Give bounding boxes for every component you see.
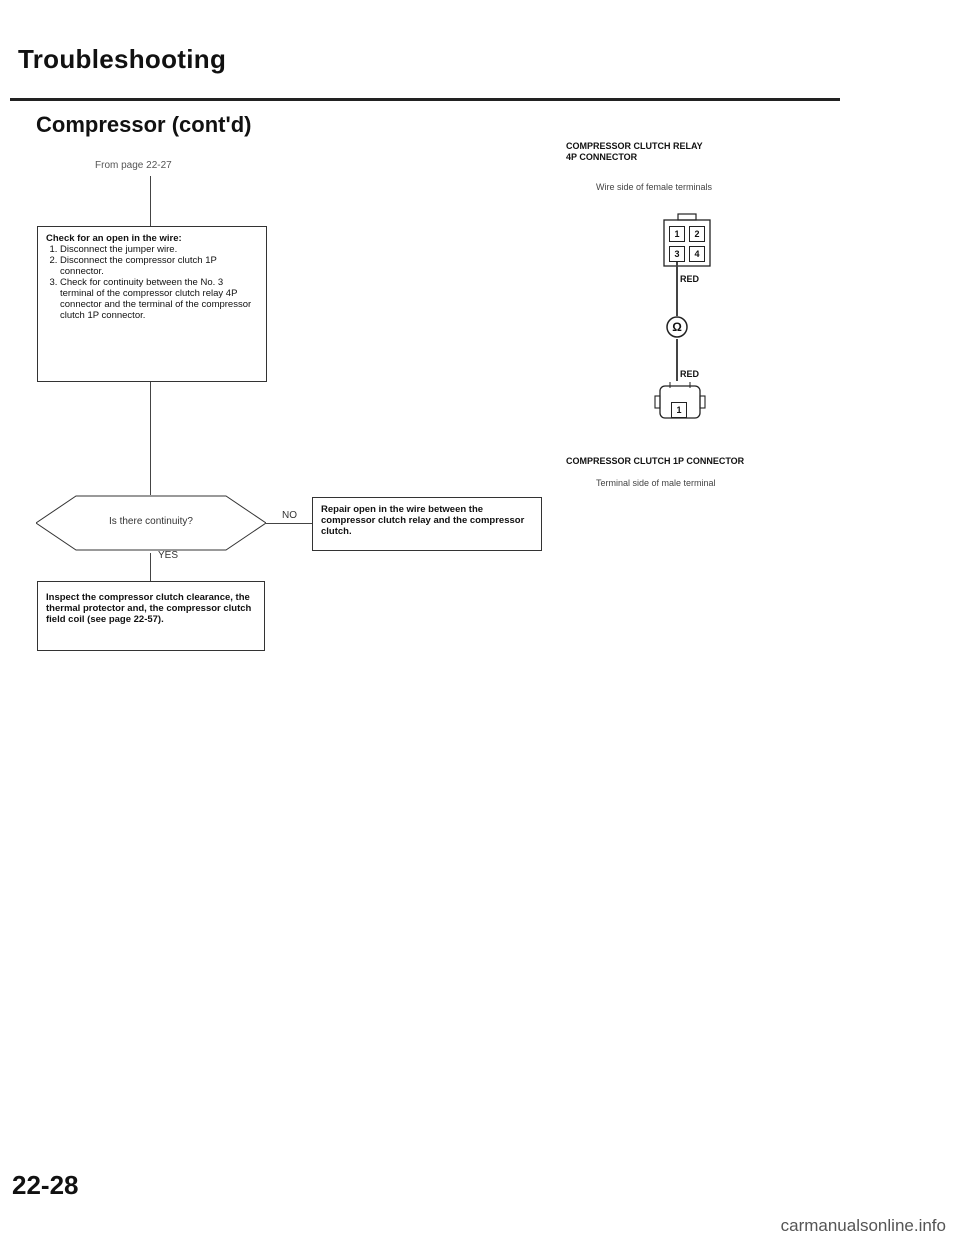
clutch-side-tab-right (700, 396, 705, 408)
ohmmeter-symbol: Ω (672, 320, 682, 334)
clutch-connector-subtitle: Terminal side of male terminal (596, 478, 716, 488)
clutch-pin-1: 1 (671, 402, 687, 418)
wire-to-clutch (676, 339, 678, 381)
relay-locking-tab (678, 214, 696, 220)
from-page-reference: From page 22-27 (95, 160, 172, 171)
page-title: Troubleshooting (18, 44, 227, 74)
check-step-1: 1. Disconnect the jumper wire. (60, 244, 258, 255)
relay-pin-2: 2 (689, 226, 705, 242)
section-subtitle: Compressor (cont'd) (36, 112, 252, 137)
relay-pin-4: 4 (689, 246, 705, 262)
relay-connector-subtitle: Wire side of female terminals (596, 182, 713, 192)
wire-color-top: RED (680, 274, 700, 284)
relay-connector-title (566, 141, 703, 163)
flow-connector (150, 553, 151, 581)
check-heading: Check for an open in the wire: (46, 233, 182, 244)
inspect-clutch-box: Inspect the compressor clutch clearance, the thermal protector and, the compressor clutch field coil (see page 22-57). (37, 581, 265, 651)
flow-connector (150, 382, 151, 495)
no-connector (266, 523, 312, 524)
check-steps (46, 244, 258, 321)
wire-color-bottom: RED (680, 369, 700, 379)
decision-question: Is there continuity? (109, 516, 193, 527)
relay-pin-3: 3 (669, 246, 685, 262)
no-label: NO (282, 510, 297, 521)
check-open-wire-box (37, 226, 267, 382)
title-rule (10, 98, 840, 101)
relay-title-line1: COMPRESSOR CLUTCH RELAY (566, 141, 703, 151)
flow-connector (150, 176, 151, 226)
clutch-side-tab-left (655, 396, 660, 408)
page-number: 22-28 (12, 1170, 79, 1200)
relay-title-line2: 4P CONNECTOR (566, 152, 638, 162)
watermark: carmanualsonline.info (780, 1216, 946, 1235)
check-step-3: 3. Check for continuity between the No. 3 terminal of the compressor clutch relay 4P connector and the terminal of the compressor clutch 1P connector. (60, 277, 258, 321)
check-step-2: 2. Disconnect the compressor clutch 1P connector. (60, 255, 258, 277)
relay-pin-1: 1 (669, 226, 685, 242)
clutch-connector-title: COMPRESSOR CLUTCH 1P CONNECTOR (566, 456, 745, 466)
repair-open-box: Repair open in the wire between the compressor clutch relay and the compressor clutch. (312, 497, 542, 551)
wire-to-meter (676, 262, 678, 316)
yes-label: YES (158, 550, 179, 561)
